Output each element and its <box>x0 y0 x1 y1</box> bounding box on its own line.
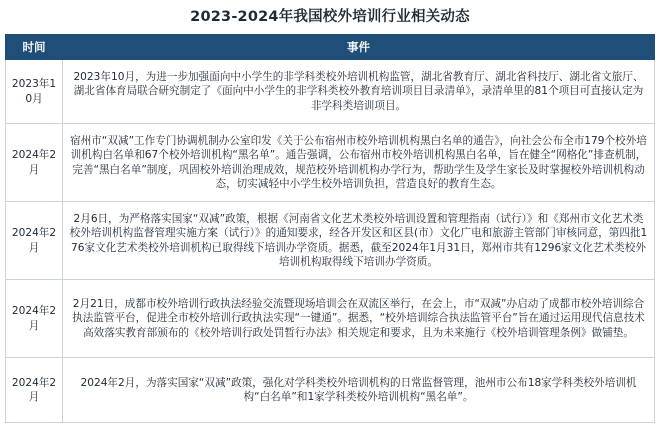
column-header-event: 事件 <box>63 35 655 60</box>
table-row <box>6 358 655 423</box>
table-row <box>6 280 655 358</box>
event-cell: 2023年10月，为进一步加强面向中小学生的非学科类校外培训机构监管，湖北省教育厅、湖北省科技厅、湖北省文旅厅、湖北省体育局联合研究制定了《面向中小学生的非学科类校外教育培训项目目录清单》，录清单里的81个项目可直接认定为非学科类培训项目。 <box>63 60 655 124</box>
event-cell: 宿州市“双减”工作专门协调机制办公室印发《关于公布宿州市校外培训机构黑白名单的通告》，向社会公布全市179个校外培训机构白名单和67个校外培训机构“黑名单”。通告强调，公布宿州市校外培训机构黑白名单，旨在健全“网格化”排查机制，完善“黑白名单”制度，巩固校外培训治理成效，规范校外培训机构办学行为，帮助学生及学生家长及时掌握校外培训机构动态，切实减轻中小学生校外培训负担，营造良好的教育生态。 <box>63 124 655 202</box>
event-cell: 2月21日，成都市校外培训行政执法经验交流暨现场培训会在双流区举行，在会上，市“双减”办启动了成都市校外培训综合执法监管平台，促进全市校外培训行政执法实现“一键通”。据悉，“校外培训综合执法监管平台”旨在通过运用现代信息技术高效落实教育部颁布的《校外培训行政处罚暂行办法》相关规定和要求，且为未来施行《校外培训管理条例》做铺垫。 <box>63 280 655 358</box>
time-cell: 2024年2月 <box>6 358 63 423</box>
table-header-row <box>6 35 655 60</box>
time-cell: 2024年2月 <box>6 280 63 358</box>
time-cell: 2023年10月 <box>6 60 63 124</box>
page-title: 2023-2024年我国校外培训行业相关动态 <box>190 9 470 25</box>
table-row <box>6 202 655 280</box>
time-cell: 2024年2月 <box>6 202 63 280</box>
event-cell: 2月6日，为严格落实国家“双减”政策，根据《河南省文化艺术类校外培训设置和管理指南（试行）》和《郑州市文化艺术类校外培训机构监督管理实施方案（试行）》的通知要求，经各开发区和区县(市）文化广电和旅游主管部门审核同意，第四批176家文化艺术类校外培训机构已取得线下培训办学资质。据悉，截至2024年1月31日，郑州市共有1296家文化艺术类校外培训机构取得线下培训办学资质。 <box>63 202 655 280</box>
table-row <box>6 124 655 202</box>
event-cell: 2024年2月，为落实国家“双减”政策，强化对学科类校外培训机构的日常监督管理，池州市公布18家学科类校外培训机构“白名单”和1家学科类校外培训机构“黑名单”。 <box>63 358 655 423</box>
table-row <box>6 60 655 124</box>
column-header-time: 时间 <box>6 35 63 60</box>
time-cell: 2024年2月 <box>6 124 63 202</box>
events-table <box>5 34 655 423</box>
